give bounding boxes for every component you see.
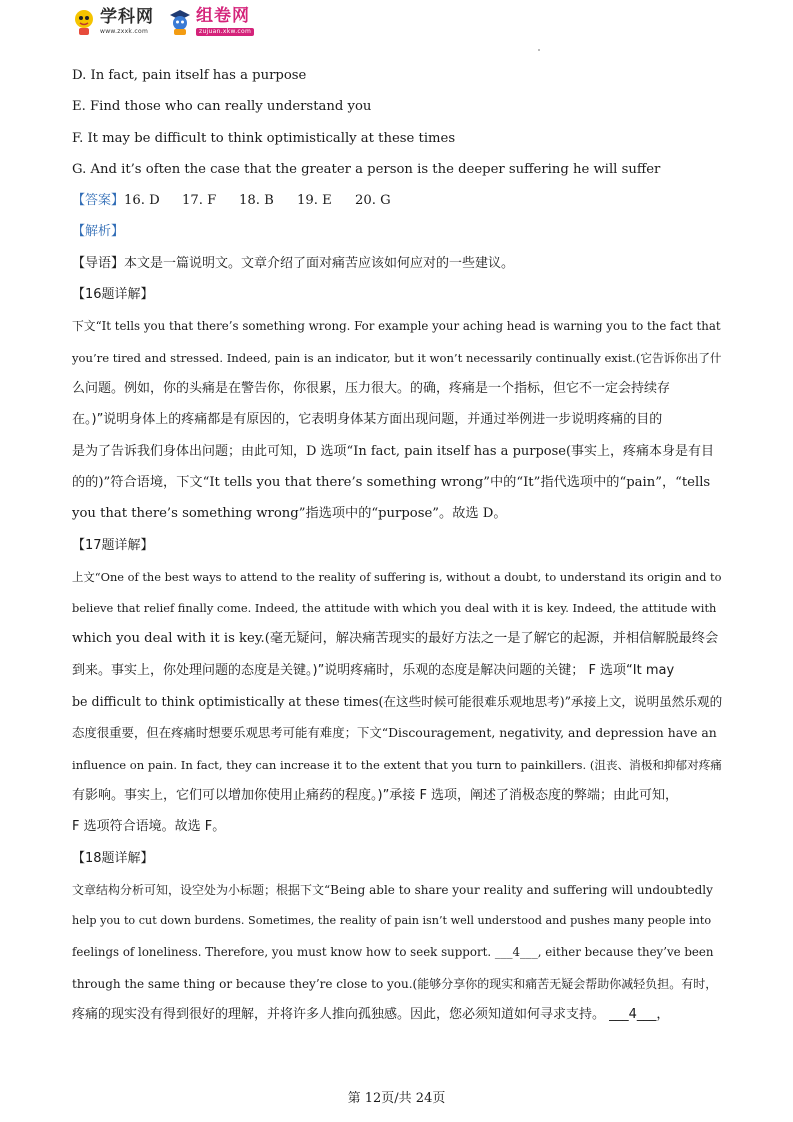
graduate-mascot-icon [168, 8, 192, 36]
q18-line: 疼痛的现实没有得到很好的理解，并将许多人推向孤独感。因此，您必须知道如何寻求支持。 ___4___， [72, 1007, 670, 1022]
answer-item: 20. G [355, 193, 391, 208]
answer-item: 17. F [182, 193, 217, 208]
q16-line: 是为了告诉我们身体出问题；由此可知，D 选项“In fact, pain itself has a purpose(事实上，疼痛本身是有目 [72, 444, 715, 459]
q17-line: influence on pain. In fact, they can increase it to the extent that you turn to painkillers. (沮丧、消极和抑郁对疼痛 [72, 758, 722, 772]
q17-line: which you deal with it is key.(毫无疑问，解决痛苦现实的最好方法之一是了解它的起源，并相信解脱最终会 [72, 631, 719, 646]
answer-item: 18. B [239, 193, 274, 208]
option-g: G. And it’s often the case that the greater a person is the deeper suffering he will suffer [72, 162, 661, 177]
dot-mark [538, 49, 540, 51]
guide-text: 【导语】本文是一篇说明文。文章介绍了面对痛苦应该如何应对的一些建议。 [72, 256, 515, 271]
q18-line: 文章结构分析可知，设空处为小标题；根据下文“Being able to share your reality and suffering will undoubtedly [72, 883, 713, 897]
option-e: E. Find those who can really understand you [72, 99, 372, 114]
q16-line: you that there’s something wrong”指选项中的“purpose”。故选 D。 [72, 506, 507, 521]
mascot-icon [72, 8, 96, 36]
q17-line: 有影响。事实上，它们可以增加你使用止痛药的程度。)”承接 F 选项，阐述了消极态度的弊端；由此可知， [72, 788, 679, 803]
answer-label: 【答案】 [72, 193, 125, 208]
option-f: F. It may be difficult to think optimistically at these times [72, 131, 456, 146]
logo1-url: www.zxxk.com [100, 28, 149, 35]
page-number: 第 12页/共 24页 [347, 1091, 446, 1106]
option-d: D. In fact, pain itself has a purpose [72, 68, 307, 83]
q17-line: be difficult to think optimistically at these times(在这些时候可能很难乐观地思考)”承接上文，说明虽然乐观的 [72, 694, 723, 709]
zujuan-logo [168, 8, 254, 36]
zxxk-logo [72, 8, 154, 36]
q18-title: 【18题详解】 [72, 851, 154, 866]
q18-line: feelings of loneliness. Therefore, you must know how to seek support. ___4___, either because they’ve been [72, 945, 714, 959]
q17-line: 上文“One of the best ways to attend to the reality of suffering is, without a doubt, to understand its origin and to [72, 570, 722, 584]
q18-line: help you to cut down burdens. Sometimes, the reality of pain isn’t well understood and pushes many people into [72, 914, 712, 927]
answer-item: 19. E [297, 193, 332, 208]
q16-title: 【16题详解】 [72, 287, 154, 302]
q17-line: 到来。事实上，你处理问题的态度是关键。)”说明疼痛时，乐观的态度是解决问题的关键； F 选项“It may [72, 663, 675, 678]
q17-title: 【17题详解】 [72, 538, 154, 553]
logo1-name: 学科网 [100, 7, 154, 27]
q16-line: 在。)”说明身体上的疼痛都是有原因的，它表明身体某方面出现问题，并通过举例进一步说明疼痛的目的 [72, 412, 663, 427]
q16-line: 么问题。例如，你的头痛是在警告你，你很累，压力很大。的确，疼痛是一个指标，但它不一定会持续存 [72, 381, 671, 396]
analysis-label: 【解析】 [72, 224, 125, 239]
q18-line: through the same thing or because they’re close to you.(能够分享你的现实和痛苦无疑会帮助你减轻负担。有时， [72, 977, 718, 991]
q16-line: 的的)”符合语境，下文“It tells you that there’s something wrong”中的“It”指代选项中的“pain”，“tells [72, 475, 711, 490]
page-header [72, 8, 254, 48]
logo2-url: zujuan.xkw.com [196, 28, 254, 36]
q16-line: you’re tired and stressed. Indeed, pain is an indicator, but it won’t necessarily continually exist.(它告诉你出了什 [72, 351, 722, 365]
q17-line: 态度很重要，但在疼痛时想要乐观思考可能有难度；下文“Discouragement, negativity, and depression have an [72, 725, 717, 740]
q17-line: F 选项符合语境。故选 F。 [72, 819, 226, 834]
answer-line [72, 191, 391, 211]
logo2-name: 组卷网 [196, 6, 250, 26]
answer-item: 16. D [124, 193, 160, 208]
q16-line: 下文“It tells you that there’s something wrong. For example your aching head is warning you to the fact that [72, 319, 721, 333]
q17-line: believe that relief finally come. Indeed, the attitude with which you deal with it is key. Indeed, the attitude with [72, 601, 717, 615]
